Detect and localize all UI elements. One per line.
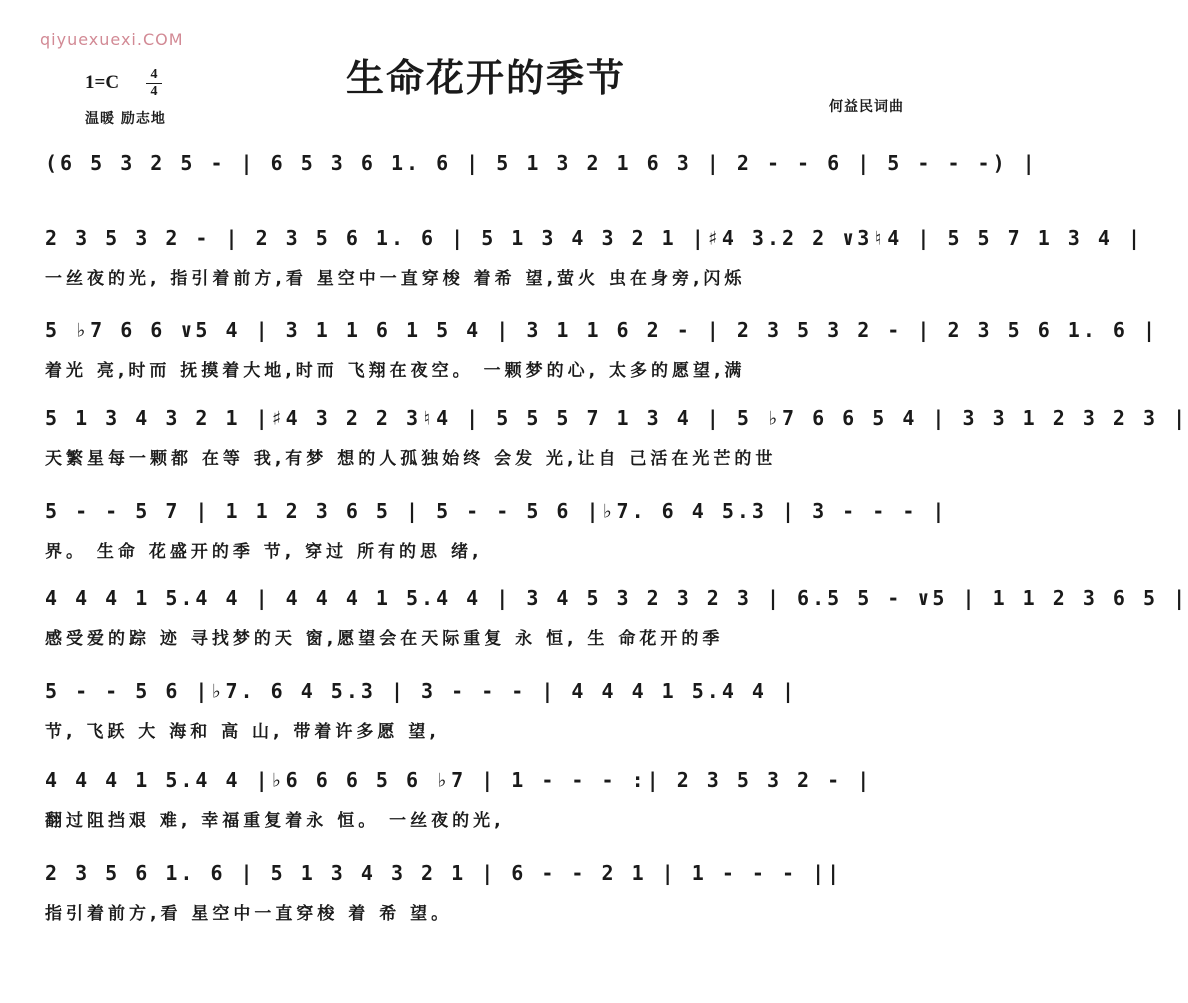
lyrics-row: 感受爱的踪 迹 寻找梦的天 窗,愿望会在天际重复 永 恒, 生 命花开的季 — [45, 629, 724, 649]
time-signature — [146, 68, 162, 99]
lyrics-row: 节, 飞跃 大 海和 高 山, 带着许多愿 望, — [45, 722, 440, 742]
notation-row: 5 1 3 4 3 2 1 |♯4 3 2 2 3♮4 | 5 5 5 7 1 3 4 | 5 ♭7 6 6 5 4 | 3 3 1 2 3 2 3 | — [45, 406, 1188, 430]
performance-mood: 温暖 励志地 — [85, 111, 166, 127]
notation-row: 2 3 5 3 2 - | 2 3 5 6 1. 6 | 5 1 3 4 3 2 1 |♯4 3.2 2 ∨3♮4 | 5 5 7 1 3 4 | — [45, 226, 1143, 250]
lyrics-row: 翻过阻挡艰 难, 幸福重复着永 恒。 一丝夜的光, — [45, 811, 505, 831]
song-title: 生命花开的季节 — [345, 56, 626, 100]
lyrics-row: 天繁星每一颗都 在等 我,有梦 想的人孤独始终 会发 光,让自 己活在光芒的世 — [45, 449, 777, 469]
time-signature-bottom: 4 — [150, 84, 158, 99]
notation-row: 2 3 5 6 1. 6 | 5 1 3 4 3 2 1 | 6 - - 2 1 | 1 - - - || — [45, 861, 843, 885]
composer-credit: 何益民词曲 — [829, 99, 904, 115]
lyrics-row: 界。 生命 花盛开的季 节, 穿过 所有的思 绪, — [45, 542, 483, 562]
notation-row: 5 - - 5 7 | 1 1 2 3 6 5 | 5 - - 5 6 |♭7. 6 4 5.3 | 3 - - - | — [45, 499, 948, 523]
notation-row: 4 4 4 1 5.4 4 |♭6 6 6 5 6 ♭7 | 1 - - - :| 2 3 5 3 2 - | — [45, 768, 873, 792]
lyrics-row: 一丝夜的光, 指引着前方,看 星空中一直穿梭 着希 望,萤火 虫在身旁,闪烁 — [45, 269, 746, 289]
lyrics-row: 着光 亮,时而 抚摸着大地,时而 飞翔在夜空。 一颗梦的心, 太多的愿望,满 — [45, 361, 746, 381]
key-signature: 1=C — [85, 72, 120, 93]
notation-row: 5 ♭7 6 6 ∨5 4 | 3 1 1 6 1 5 4 | 3 1 1 6 2 - | 2 3 5 3 2 - | 2 3 5 6 1. 6 | — [45, 318, 1159, 342]
notation-row: 5 - - 5 6 |♭7. 6 4 5.3 | 3 - - - | 4 4 4 1 5.4 4 | — [45, 679, 798, 703]
time-signature-top: 4 — [150, 67, 158, 82]
lyrics-row: 指引着前方,看 星空中一直穿梭 着 希 望。 — [45, 904, 453, 924]
notation-row: 4 4 4 1 5.4 4 | 4 4 4 1 5.4 4 | 3 4 5 3 2 3 2 3 | 6.5 5 - ∨5 | 1 1 2 3 6 5 | — [45, 586, 1188, 610]
notation-row: (6 5 3 2 5 - | 6 5 3 6 1. 6 | 5 1 3 2 1 6 3 | 2 - - 6 | 5 - - -) | — [45, 151, 1038, 175]
watermark: qiyuexuexi.COM — [40, 30, 184, 49]
